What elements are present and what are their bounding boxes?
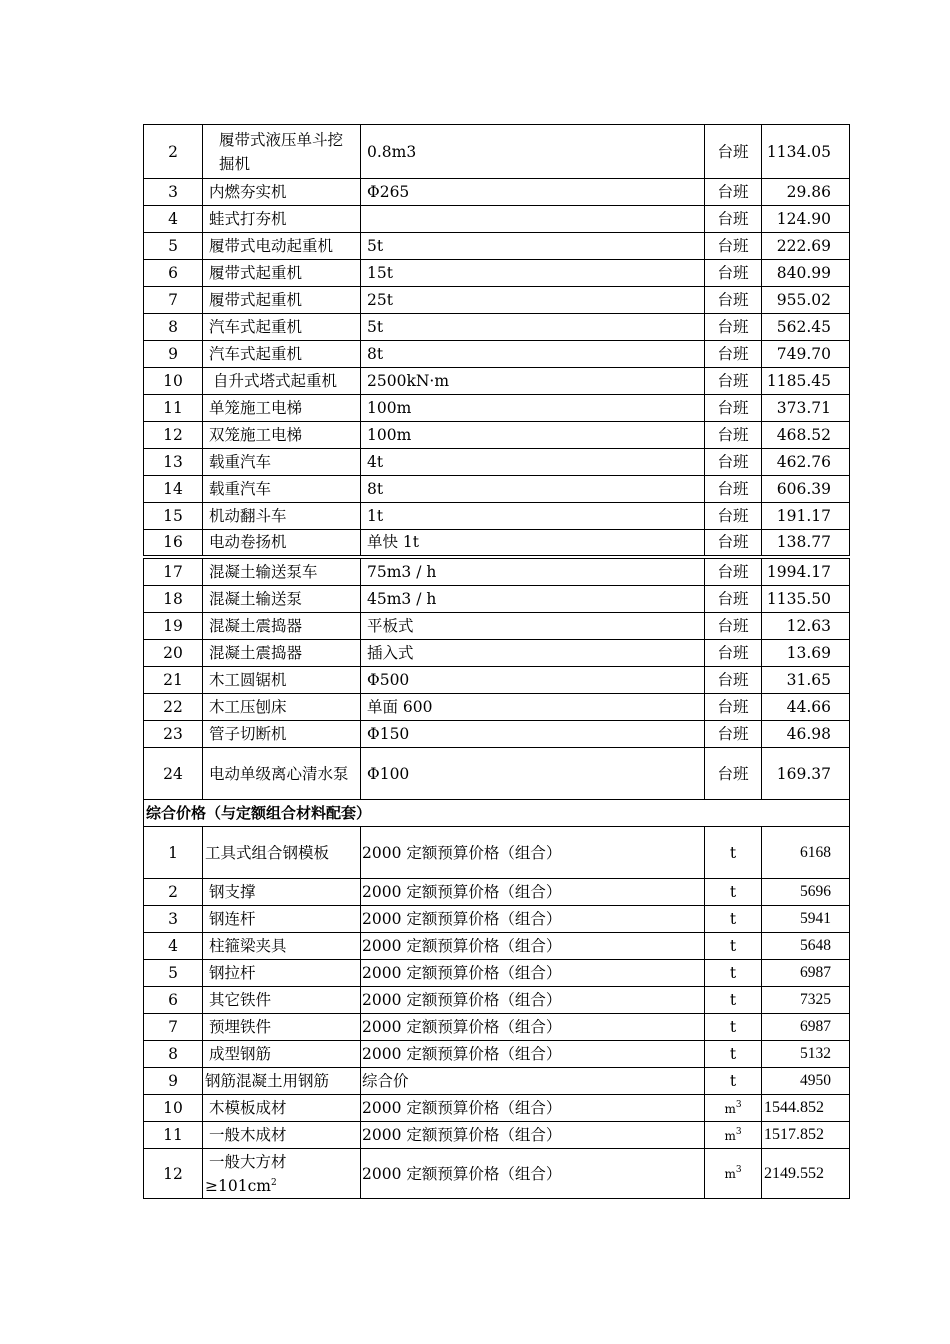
item-name: 汽车式起重机 (203, 341, 361, 368)
item-unit: 台班 (705, 557, 762, 586)
row-number: 17 (144, 557, 203, 586)
row-number: 6 (144, 260, 203, 287)
item-unit: t (705, 933, 762, 960)
row-number: 1 (144, 827, 203, 879)
row-number: 21 (144, 667, 203, 694)
item-spec: 100m (361, 395, 705, 422)
item-unit: t (705, 987, 762, 1014)
item-name: 单笼施工电梯 (203, 395, 361, 422)
item-spec: 100m (361, 422, 705, 449)
row-number: 8 (144, 314, 203, 341)
item-name: 自升式塔式起重机 (203, 368, 361, 395)
table-row (144, 476, 850, 503)
item-price: 169.37 (762, 748, 850, 800)
item-spec: 单面 600 (361, 694, 705, 721)
item-spec: 0.8m3 (361, 125, 705, 179)
row-number: 7 (144, 287, 203, 314)
item-unit: 台班 (705, 125, 762, 179)
item-name: 内燃夯实机 (203, 179, 361, 206)
item-price: 562.45 (762, 314, 850, 341)
table-row (144, 694, 850, 721)
item-unit: 台班 (705, 341, 762, 368)
item-name: 一般木成材 (203, 1122, 361, 1149)
row-number: 6 (144, 987, 203, 1014)
item-spec: 5t (361, 314, 705, 341)
item-unit: 台班 (705, 476, 762, 503)
table-row (144, 586, 850, 613)
item-spec: 8t (361, 341, 705, 368)
item-price: 44.66 (762, 694, 850, 721)
row-number: 3 (144, 179, 203, 206)
row-number: 4 (144, 206, 203, 233)
item-unit: 台班 (705, 206, 762, 233)
item-spec: 2000 定额预算价格（组合） (361, 879, 705, 906)
item-unit: t (705, 879, 762, 906)
item-unit: t (705, 827, 762, 879)
item-price: 2149.552 (762, 1149, 850, 1199)
item-price: 749.70 (762, 341, 850, 368)
item-unit: 台班 (705, 233, 762, 260)
item-name-size: ≥101cm (205, 1176, 271, 1195)
item-price: 606.39 (762, 476, 850, 503)
table-row (144, 341, 850, 368)
item-unit: t (705, 906, 762, 933)
table-row (144, 987, 850, 1014)
row-number: 15 (144, 503, 203, 530)
item-price: 12.63 (762, 613, 850, 640)
row-number: 13 (144, 449, 203, 476)
item-name: 木模板成材 (203, 1095, 361, 1122)
table-row (144, 287, 850, 314)
item-unit (705, 1122, 762, 1149)
item-name: 钢拉杆 (203, 960, 361, 987)
table-row (144, 1041, 850, 1068)
item-spec: Φ150 (361, 721, 705, 748)
item-price: 31.65 (762, 667, 850, 694)
item-name: 机动翻斗车 (203, 503, 361, 530)
row-number: 9 (144, 1068, 203, 1095)
item-spec: Φ265 (361, 179, 705, 206)
item-unit: 台班 (705, 422, 762, 449)
table-row (144, 613, 850, 640)
table-row (144, 906, 850, 933)
unit-exponent: 3 (735, 1164, 742, 1175)
row-number: 7 (144, 1014, 203, 1041)
table-row (144, 1095, 850, 1122)
item-spec: 4t (361, 449, 705, 476)
row-number: 16 (144, 530, 203, 557)
row-number: 5 (144, 233, 203, 260)
table-row (144, 125, 850, 179)
table-row (144, 557, 850, 586)
item-name: 木工压刨床 (203, 694, 361, 721)
table-row (144, 640, 850, 667)
row-number: 12 (144, 422, 203, 449)
item-unit (705, 1095, 762, 1122)
table-row (144, 233, 850, 260)
item-spec: 2000 定额预算价格（组合） (361, 1095, 705, 1122)
table-row (144, 721, 850, 748)
item-price: 191.17 (762, 503, 850, 530)
item-unit: 台班 (705, 449, 762, 476)
item-price: 1994.17 (762, 557, 850, 586)
item-price: 5941 (762, 906, 850, 933)
item-price: 124.90 (762, 206, 850, 233)
item-price: 6987 (762, 960, 850, 987)
item-price: 5648 (762, 933, 850, 960)
item-unit: 台班 (705, 368, 762, 395)
item-name: 成型钢筋 (203, 1041, 361, 1068)
item-name: 载重汽车 (203, 449, 361, 476)
item-price: 1134.05 (762, 125, 850, 179)
item-name: 混凝土输送泵 (203, 586, 361, 613)
item-name: 钢连杆 (203, 906, 361, 933)
row-number: 2 (144, 879, 203, 906)
price-table (143, 124, 850, 1199)
item-spec: 2000 定额预算价格（组合） (361, 1014, 705, 1041)
table-row (144, 933, 850, 960)
item-unit (705, 1149, 762, 1199)
table-row (144, 960, 850, 987)
table-row (144, 1122, 850, 1149)
item-unit: 台班 (705, 287, 762, 314)
item-name: 工具式组合钢模板 (203, 827, 361, 879)
table-row (144, 314, 850, 341)
item-name: 柱箍梁夹具 (203, 933, 361, 960)
table-row (144, 206, 850, 233)
item-name: 混凝土震捣器 (203, 613, 361, 640)
item-name: 双笼施工电梯 (203, 422, 361, 449)
row-number: 8 (144, 1041, 203, 1068)
unit-base: m (724, 1101, 736, 1116)
item-name: 汽车式起重机 (203, 314, 361, 341)
item-unit: 台班 (705, 694, 762, 721)
item-name: 管子切断机 (203, 721, 361, 748)
item-name: 履带式液压单斗挖掘机 (203, 125, 361, 179)
item-price: 1185.45 (762, 368, 850, 395)
item-unit: 台班 (705, 314, 762, 341)
item-spec: 75m3 / h (361, 557, 705, 586)
table-row (144, 667, 850, 694)
unit-exponent: 3 (735, 1126, 742, 1137)
item-price: 222.69 (762, 233, 850, 260)
item-name: 电动单级离心清水泵 (203, 748, 361, 800)
item-spec: 2000 定额预算价格（组合） (361, 933, 705, 960)
item-spec: 5t (361, 233, 705, 260)
item-unit: 台班 (705, 179, 762, 206)
item-unit: 台班 (705, 640, 762, 667)
table-row (144, 395, 850, 422)
row-number: 14 (144, 476, 203, 503)
item-spec: 45m3 / h (361, 586, 705, 613)
item-spec: 单快 1t (361, 530, 705, 557)
section-title: 综合价格（与定额组合材料配套） (144, 800, 850, 827)
unit-base: m (724, 1167, 736, 1181)
item-price: 13.69 (762, 640, 850, 667)
item-price: 6987 (762, 1014, 850, 1041)
item-price: 955.02 (762, 287, 850, 314)
item-unit: t (705, 1014, 762, 1041)
item-unit: 台班 (705, 503, 762, 530)
item-spec: 2500kN·m (361, 368, 705, 395)
item-price: 5696 (762, 879, 850, 906)
item-spec: Φ500 (361, 667, 705, 694)
item-name-line1: 一般大方材 (209, 1152, 287, 1171)
item-name (203, 1149, 361, 1199)
item-spec: 1t (361, 503, 705, 530)
item-name-exponent: 2 (270, 1177, 277, 1188)
unit-base: m (724, 1128, 736, 1143)
unit-exponent: 3 (735, 1099, 742, 1110)
item-price: 138.77 (762, 530, 850, 557)
table-row (144, 368, 850, 395)
item-spec: 2000 定额预算价格（组合） (361, 960, 705, 987)
row-number: 23 (144, 721, 203, 748)
item-unit: 台班 (705, 586, 762, 613)
item-spec: 2000 定额预算价格（组合） (361, 906, 705, 933)
table-row (144, 748, 850, 800)
item-name: 钢支撑 (203, 879, 361, 906)
row-number: 10 (144, 1095, 203, 1122)
item-spec: 插入式 (361, 640, 705, 667)
row-number: 2 (144, 125, 203, 179)
item-price: 46.98 (762, 721, 850, 748)
item-spec (361, 206, 705, 233)
item-price: 462.76 (762, 449, 850, 476)
item-spec: 2000 定额预算价格（组合） (361, 827, 705, 879)
item-unit: t (705, 1041, 762, 1068)
row-number: 9 (144, 341, 203, 368)
row-number: 3 (144, 906, 203, 933)
table-row (144, 1068, 850, 1095)
row-number: 24 (144, 748, 203, 800)
item-spec: Φ100 (361, 748, 705, 800)
item-unit: t (705, 1068, 762, 1095)
item-unit: t (705, 960, 762, 987)
item-spec: 25t (361, 287, 705, 314)
item-spec: 2000 定额预算价格（组合） (361, 1149, 705, 1199)
table-row (144, 1149, 850, 1199)
row-number: 12 (144, 1149, 203, 1199)
item-price: 373.71 (762, 395, 850, 422)
item-name: 预埋铁件 (203, 1014, 361, 1041)
item-name: 混凝土震捣器 (203, 640, 361, 667)
item-unit: 台班 (705, 721, 762, 748)
table-row (144, 260, 850, 287)
item-spec: 2000 定额预算价格（组合） (361, 1122, 705, 1149)
row-number: 10 (144, 368, 203, 395)
item-price: 468.52 (762, 422, 850, 449)
item-name-line2 (205, 1174, 356, 1198)
item-name: 电动卷扬机 (203, 530, 361, 557)
item-price: 6168 (762, 827, 850, 879)
row-number: 20 (144, 640, 203, 667)
item-unit: 台班 (705, 667, 762, 694)
item-name: 履带式电动起重机 (203, 233, 361, 260)
table-row (144, 827, 850, 879)
item-unit: 台班 (705, 260, 762, 287)
item-name: 载重汽车 (203, 476, 361, 503)
item-unit: 台班 (705, 395, 762, 422)
row-number: 5 (144, 960, 203, 987)
item-name: 钢筋混凝土用钢筋 (203, 1068, 361, 1095)
table-row (144, 503, 850, 530)
section-header-row (144, 800, 850, 827)
table-row (144, 530, 850, 557)
item-spec: 8t (361, 476, 705, 503)
item-spec: 2000 定额预算价格（组合） (361, 1041, 705, 1068)
row-number: 11 (144, 395, 203, 422)
item-name: 蛙式打夯机 (203, 206, 361, 233)
item-spec: 综合价 (361, 1068, 705, 1095)
item-price: 7325 (762, 987, 850, 1014)
item-price: 4950 (762, 1068, 850, 1095)
table-row (144, 422, 850, 449)
item-unit: 台班 (705, 748, 762, 800)
item-spec: 15t (361, 260, 705, 287)
item-price: 1544.852 (762, 1095, 850, 1122)
item-price: 29.86 (762, 179, 850, 206)
item-name: 履带式起重机 (203, 287, 361, 314)
item-name: 混凝土输送泵车 (203, 557, 361, 586)
table-row (144, 179, 850, 206)
item-spec: 平板式 (361, 613, 705, 640)
item-name: 履带式起重机 (203, 260, 361, 287)
item-price: 5132 (762, 1041, 850, 1068)
table-row (144, 1014, 850, 1041)
table-row (144, 879, 850, 906)
item-spec: 2000 定额预算价格（组合） (361, 987, 705, 1014)
item-price: 1135.50 (762, 586, 850, 613)
item-unit: 台班 (705, 530, 762, 557)
row-number: 11 (144, 1122, 203, 1149)
item-unit: 台班 (705, 613, 762, 640)
row-number: 18 (144, 586, 203, 613)
row-number: 4 (144, 933, 203, 960)
item-price: 1517.852 (762, 1122, 850, 1149)
row-number: 19 (144, 613, 203, 640)
row-number: 22 (144, 694, 203, 721)
item-price: 840.99 (762, 260, 850, 287)
table-row (144, 449, 850, 476)
item-name: 其它铁件 (203, 987, 361, 1014)
item-name: 木工圆锯机 (203, 667, 361, 694)
